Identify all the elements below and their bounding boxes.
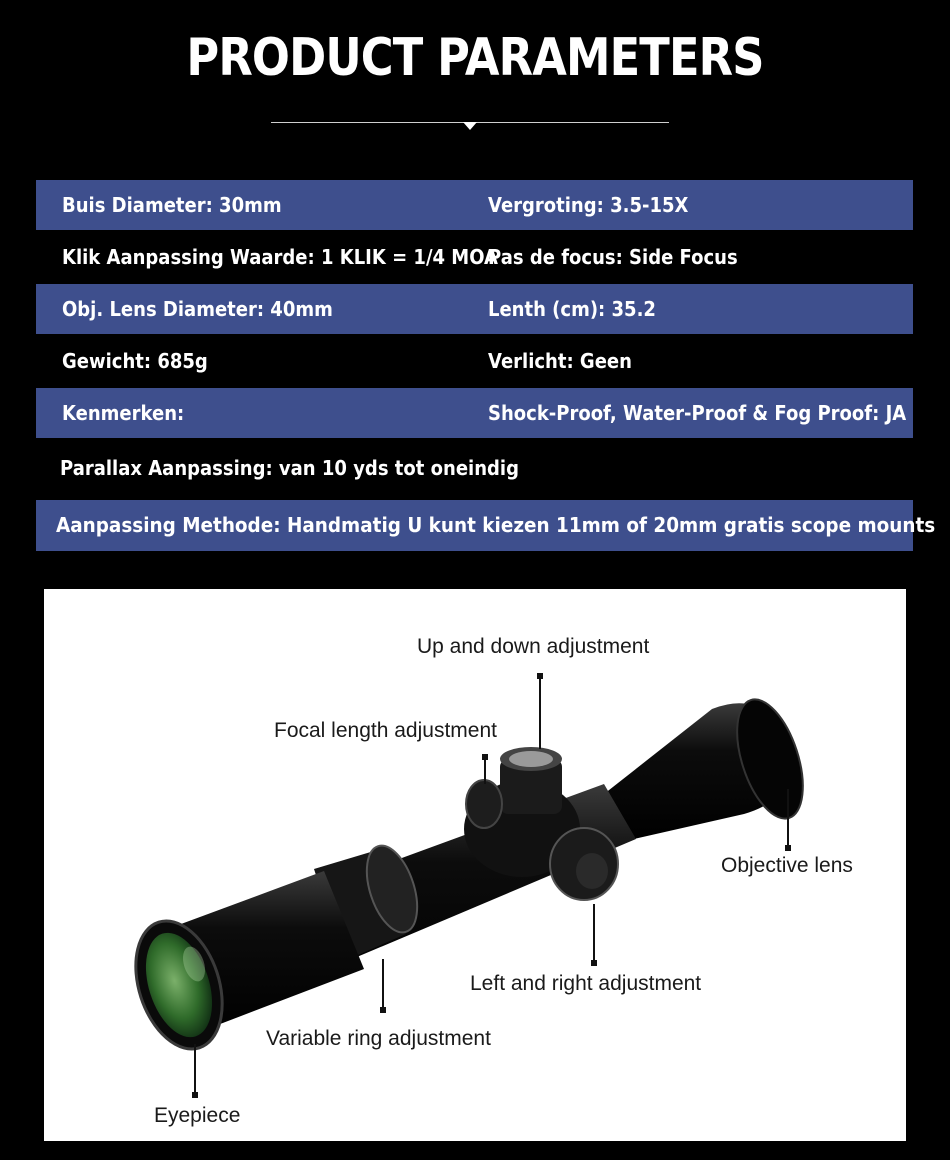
leader-dot: [785, 845, 791, 851]
leader-line: [787, 789, 789, 847]
leader-line: [484, 756, 486, 784]
spec-focus: Pas de focus: Side Focus: [488, 245, 738, 269]
label-objective: Objective lens: [721, 854, 853, 877]
spec-objective-diameter: Obj. Lens Diameter: 40mm: [62, 297, 333, 321]
label-left-right: Left and right adjustment: [470, 972, 702, 995]
spec-click-value: Klik Aanpassing Waarde: 1 KLIK = 1/4 MOA: [62, 245, 498, 269]
spec-row: [36, 284, 913, 334]
spec-length: Lenth (cm): 35.2: [488, 297, 656, 321]
title-notch-icon: [463, 122, 477, 130]
spec-proofing: Shock-Proof, Water-Proof & Fog Proof: JA: [488, 401, 907, 425]
spec-weight: Gewicht: 685g: [62, 349, 208, 373]
leader-line: [539, 675, 541, 749]
leader-dot: [192, 1092, 198, 1098]
spec-row: [36, 336, 913, 386]
spec-illuminated: Verlicht: Geen: [488, 349, 632, 373]
leader-dot: [591, 960, 597, 966]
leader-line: [593, 904, 595, 962]
label-eyepiece: Eyepiece: [154, 1104, 241, 1127]
label-focal: Focal length adjustment: [274, 719, 497, 742]
spec-row: [36, 388, 913, 438]
page-title: PRODUCT PARAMETERS: [186, 28, 764, 88]
leader-line: [382, 959, 384, 1009]
spec-row: [36, 443, 913, 493]
spec-features: Kenmerken:: [62, 401, 185, 425]
spec-adjust-method: Aanpassing Methode: Handmatig U kunt kiezen 11mm of 20mm gratis scope mounts: [56, 513, 936, 537]
spec-parallax: Parallax Aanpassing: van 10 yds tot oneindig: [60, 456, 519, 480]
label-variable-ring: Variable ring adjustment: [266, 1027, 491, 1050]
spec-row: [36, 500, 936, 551]
spec-row: [36, 232, 913, 282]
leader-dot: [380, 1007, 386, 1013]
label-up-down: Up and down adjustment: [417, 635, 650, 658]
spec-tube-diameter: Buis Diameter: 30mm: [62, 193, 282, 217]
spec-magnification: Vergroting: 3.5-15X: [488, 193, 689, 217]
scope-diagram-panel: [44, 589, 906, 1141]
spec-row: [36, 180, 913, 230]
leader-line: [194, 1044, 196, 1094]
